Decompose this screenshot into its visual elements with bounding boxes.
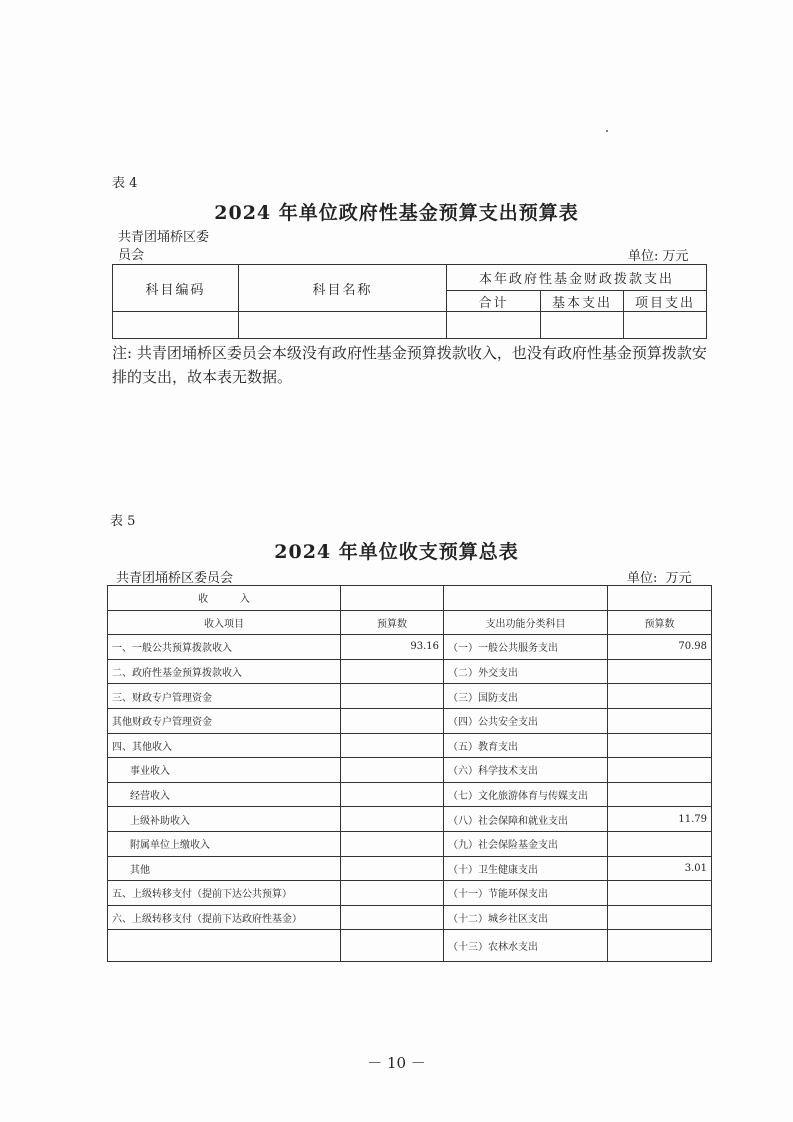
table5-income-amount: 93.16 xyxy=(341,635,444,660)
table5-expense-amount xyxy=(608,905,712,930)
table5-expense-amount xyxy=(608,684,712,709)
table5-expense-amount xyxy=(608,758,712,783)
table5-income-amount xyxy=(341,831,444,856)
table5-expense-amount xyxy=(608,782,712,807)
table5-income-item: 附属单位上缴收入 xyxy=(108,831,341,856)
table5-income-item: 其他财政专户管理资金 xyxy=(108,708,341,733)
table4-header-project: 项目支出 xyxy=(624,291,707,312)
table5-org: 共青团埇桥区委员会 xyxy=(116,571,234,586)
table5-income-item: 一、一般公共预算拨款收入 xyxy=(108,635,341,660)
table5-expense-item: （七）文化旅游体育与传媒支出 xyxy=(444,782,608,807)
table5-expense-item: （八）社会保障和就业支出 xyxy=(444,807,608,832)
table5-income-item xyxy=(108,930,341,962)
table5-label: 表 5 xyxy=(110,514,136,529)
page-number: － 10 － xyxy=(367,1054,426,1072)
table5-income-amount xyxy=(341,758,444,783)
table5-row xyxy=(108,856,712,881)
table4-header-code: 科目编码 xyxy=(113,265,239,312)
table5-expense-amount xyxy=(608,733,712,758)
table4 xyxy=(112,264,707,339)
table4-header-group: 本年政府性基金财政拨款支出 xyxy=(447,265,707,291)
table5-income-amount xyxy=(341,733,444,758)
table4-header-total: 合计 xyxy=(447,291,541,312)
table5-income-amount xyxy=(341,905,444,930)
table5-row xyxy=(108,708,712,733)
scan-speck xyxy=(606,130,608,132)
table4-title: 2024 年单位政府性基金预算支出预算表 xyxy=(214,202,579,224)
table5-row xyxy=(108,733,712,758)
table5-expense-amount xyxy=(608,831,712,856)
table5-row xyxy=(108,635,712,660)
table5-row xyxy=(108,807,712,832)
table5-expense-amount xyxy=(608,708,712,733)
table4-org-line1: 共青团埇桥区委 xyxy=(118,230,210,245)
table4-empty-row xyxy=(113,312,707,339)
table5-income-item: 经营收入 xyxy=(108,782,341,807)
table5-income-item: 事业收入 xyxy=(108,758,341,783)
table5-expense-item: （十）卫生健康支出 xyxy=(444,856,608,881)
table5-header-blank xyxy=(444,586,608,611)
table5-income-amount xyxy=(341,684,444,709)
table5-row xyxy=(108,831,712,856)
table4-org-line2: 员会 xyxy=(118,248,145,263)
table5-row xyxy=(108,905,712,930)
table4-label: 表 4 xyxy=(112,176,138,191)
table5-income-item: 六、上级转移支付（提前下达政府性基金） xyxy=(108,905,341,930)
table5-expense-amount: 3.01 xyxy=(608,856,712,881)
table5-expense-item: （一）一般公共服务支出 xyxy=(444,635,608,660)
table5-row xyxy=(108,930,712,962)
table5-row xyxy=(108,659,712,684)
table5-expense-item: （十三）农林水支出 xyxy=(444,930,608,962)
table5-income-item: 上级补助收入 xyxy=(108,807,341,832)
table4-header-basic: 基本支出 xyxy=(541,291,624,312)
table5-col-income-item: 收入项目 xyxy=(108,610,341,635)
table5-expense-amount xyxy=(608,881,712,906)
table5 xyxy=(107,585,712,962)
table4-note: 注: 共青团埇桥区委员会本级没有政府性基金预算拨款收入，也没有政府性基金预算拨款安排的支出，故本表无数据。 xyxy=(112,344,707,386)
table5-income-amount xyxy=(341,807,444,832)
table5-expense-item: （五）教育支出 xyxy=(444,733,608,758)
table4-cell xyxy=(113,312,239,339)
table5-income-item: 三、财政专户管理资金 xyxy=(108,684,341,709)
table5-expense-amount xyxy=(608,659,712,684)
table5-expense-item: （六）科学技术支出 xyxy=(444,758,608,783)
table5-expense-amount xyxy=(608,930,712,962)
table5-row xyxy=(108,782,712,807)
table4-cell xyxy=(239,312,447,339)
table5-expense-item: （十一）节能环保支出 xyxy=(444,881,608,906)
table5-expense-item: （九）社会保险基金支出 xyxy=(444,831,608,856)
table5-expense-amount: 70.98 xyxy=(608,635,712,660)
table5-unit: 单位: 万元 xyxy=(627,571,692,586)
table5-row xyxy=(108,684,712,709)
table5-row xyxy=(108,881,712,906)
table5-expense-amount: 11.79 xyxy=(608,807,712,832)
table5-income-amount xyxy=(341,930,444,962)
table4-unit: 单位: 万元 xyxy=(628,249,689,264)
table5-header-blank xyxy=(608,586,712,611)
table5-income-item: 五、上级转移支付（提前下达公共预算） xyxy=(108,881,341,906)
table5-header-blank xyxy=(341,586,444,611)
table5-header-income: 收 入 xyxy=(108,586,341,611)
table5-income-item: 二、政府性基金预算拨款收入 xyxy=(108,659,341,684)
table5-income-amount xyxy=(341,881,444,906)
table5-income-item: 四、其他收入 xyxy=(108,733,341,758)
table5-col-expense-amount: 预算数 xyxy=(608,610,712,635)
table5-col-income-amount: 预算数 xyxy=(341,610,444,635)
table5-income-amount xyxy=(341,782,444,807)
table5-col-expense-item: 支出功能分类科目 xyxy=(444,610,608,635)
table4-cell xyxy=(447,312,541,339)
table4-cell xyxy=(541,312,624,339)
table5-expense-item: （四）公共安全支出 xyxy=(444,708,608,733)
table5-income-amount xyxy=(341,659,444,684)
table5-title: 2024 年单位收支预算总表 xyxy=(274,541,519,563)
table5-income-amount xyxy=(341,708,444,733)
table5-expense-item: （二）外交支出 xyxy=(444,659,608,684)
table5-income-amount xyxy=(341,856,444,881)
table5-expense-item: （三）国防支出 xyxy=(444,684,608,709)
table5-expense-item: （十二）城乡社区支出 xyxy=(444,905,608,930)
table4-cell xyxy=(624,312,707,339)
table5-row xyxy=(108,758,712,783)
table5-income-item: 其他 xyxy=(108,856,341,881)
table4-header-name: 科目名称 xyxy=(239,265,447,312)
